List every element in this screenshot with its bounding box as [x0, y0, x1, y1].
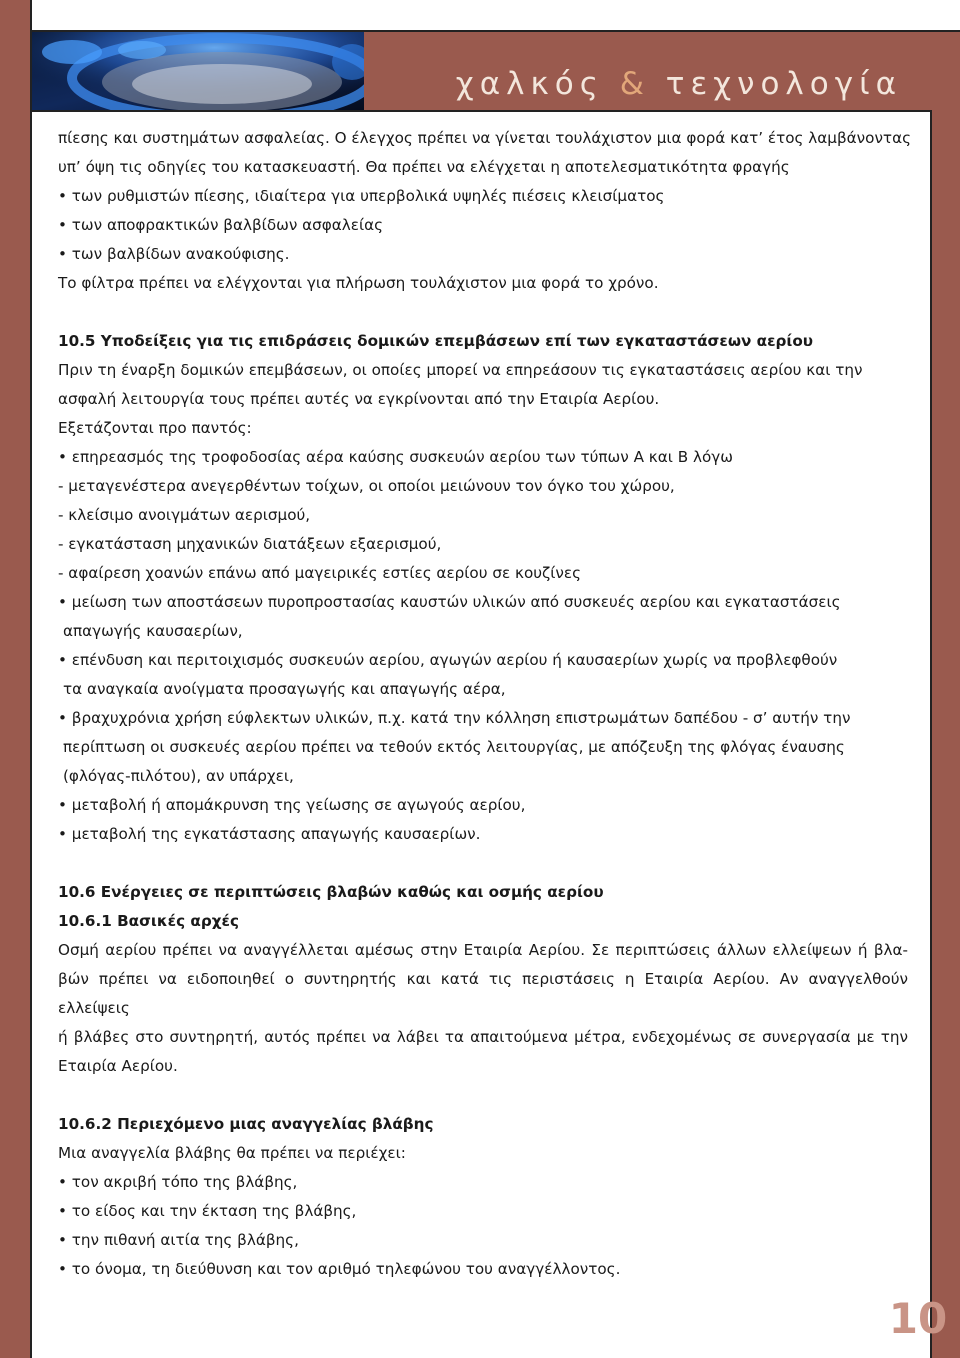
subsection-heading-10-6-1: 10.6.1 Βασικές αρχές [58, 912, 239, 930]
title-ampersand: & [619, 66, 650, 102]
list-item: • των ρυθμιστών πίεσης, ιδιαίτερα για υπερβολικά υψηλές πιέσεις κλεισίματος [58, 187, 665, 205]
list-item: • τον ακριβή τόπο της βλάβης, [58, 1173, 298, 1191]
list-item-continuation: (φλόγας-πιλότου), αν υπάρχει, [63, 767, 294, 785]
list-item: • μεταβολή της εγκατάστασης απαγωγής καυσαερίων. [58, 825, 481, 843]
text-line: Το φίλτρα πρέπει να ελέγχονται για πλήρωση τουλάχιστον μια φορά το χρόνο. [58, 274, 659, 292]
header-bottom-line [32, 110, 960, 112]
list-item: • μείωση των αποστάσεων πυροπροστασίας καυστών υλικών από συσκευές αερίου και εγκαταστάσεις [58, 593, 841, 611]
left-border-line [30, 0, 32, 1358]
text-line: ασφαλή λειτουργία τους πρέπει αυτές να εγκρίνονται από την Εταιρία Αερίου. [58, 390, 660, 408]
list-item: • βραχυχρόνια χρήση εύφλεκτων υλικών, π.χ. κατά την κόλληση επιστρωμάτων δαπέδου - σ’ αυτήν την [58, 709, 851, 727]
main-content [58, 124, 911, 1284]
text-line: υπ’ όψη τις οδηγίες του κατασκευαστή. Θα πρέπει να ελέγχεται η αποτελεσματικότητα φραγής [58, 158, 790, 176]
sub-list-item: - αφαίρεση χοανών επάνω από μαγειρικές εστίες αερίου σε κουζίνες [58, 564, 582, 582]
list-item: • επένδυση και περιτοιχισμός συσκευών αερίου, αγωγών αερίου ή καυσαερίων χωρίς να προβλεφθούν [58, 651, 838, 669]
list-item-continuation: τα αναγκαία ανοίγματα προσαγωγής και απαγωγής αέρα, [63, 680, 506, 698]
list-item: • επηρεασμός της τροφοδοσίας αέρα καύσης συσκευών αερίου των τύπων Α και Β λόγω [58, 448, 733, 466]
list-item: • την πιθανή αιτία της βλάβης, [58, 1231, 299, 1249]
sub-list-item: - κλείσιμο ανοιγμάτων αερισμού, [58, 506, 311, 524]
list-item: • των αποφρακτικών βαλβίδων ασφαλείας [58, 216, 384, 234]
list-item: • μεταβολή ή απομάκρυνση της γείωσης σε αγωγούς αερίου, [58, 796, 526, 814]
text-line: βών πρέπει να ειδοποιηθεί ο συντηρητής και κατά τις περιστάσεις η Εταιρία Αερίου. Αν αναγγελθούν ελλείψεις [58, 970, 908, 1017]
text-line: πίεσης και συστημάτων ασφαλείας. Ο έλεγχος πρέπει να γίνεται τουλάχιστον μια φορά κατ’ έτος λαμβάνοντας [58, 129, 911, 147]
text-line: Οσμή αερίου πρέπει να αναγγέλλεται αμέσως στην Εταιρία Αερίου. Σε περιπτώσεις άλλων ελλείψεων ή βλα- [58, 941, 908, 959]
list-item-continuation: απαγωγής καυσαερίων, [63, 622, 243, 640]
text-line: Εταιρία Αερίου. [58, 1057, 178, 1075]
text-line: ή βλάβες στο συντηρητή, αυτός πρέπει να λάβει τα απαιτούμενα μέτρα, ενδεχομένως σε συνεργασία με την [58, 1028, 908, 1046]
list-item: • το όνομα, τη διεύθυνση και τον αριθμό τηλεφώνου του αναγγέλλοντος. [58, 1260, 621, 1278]
list-item-continuation: περίπτωση οι συσκευές αερίου πρέπει να τεθούν εκτός λειτουργίας, με απόζευξη της φλόγας έναυσης [63, 738, 845, 756]
page-number: 10 [888, 1294, 948, 1343]
list-item: • των βαλβίδων ανακούφισης. [58, 245, 290, 263]
left-border-band [0, 0, 30, 1358]
subsection-heading-10-6-2: 10.6.2 Περιεχόμενο μιας αναγγελίας βλάβης [58, 1115, 434, 1133]
sub-list-item: - μεταγενέστερα ανεγερθέντων τοίχων, οι οποίοι μειώνουν τον όγκο του χώρου, [58, 477, 675, 495]
text-line: Εξετάζονται προ παντός: [58, 419, 252, 437]
sub-list-item: - εγκατάσταση μηχανικών διατάξεων εξαερισμού, [58, 535, 442, 553]
list-item: • το είδος και την έκταση της βλάβης, [58, 1202, 357, 1220]
section-heading-10-5: 10.5 Υποδείξεις για τις επιδράσεις δομικών επεμβάσεων επί των εγκαταστάσεων αερίου [58, 332, 814, 350]
text-line: Μια αναγγελία βλάβης θα πρέπει να περιέχει: [58, 1144, 406, 1162]
text-line: Πριν τη έναρξη δομικών επεμβάσεων, οι οποίες μπορεί να επηρεάσουν τις εγκαταστάσεις αερίου και την [58, 361, 863, 379]
right-border-band [932, 110, 960, 1358]
section-heading-10-6: 10.6 Ενέργειες σε περιπτώσεις βλαβών καθώς και οσμής αερίου [58, 883, 604, 901]
gas-burner-photo [32, 32, 364, 110]
header-title: χαλκός & τεχνολογία [455, 66, 902, 102]
